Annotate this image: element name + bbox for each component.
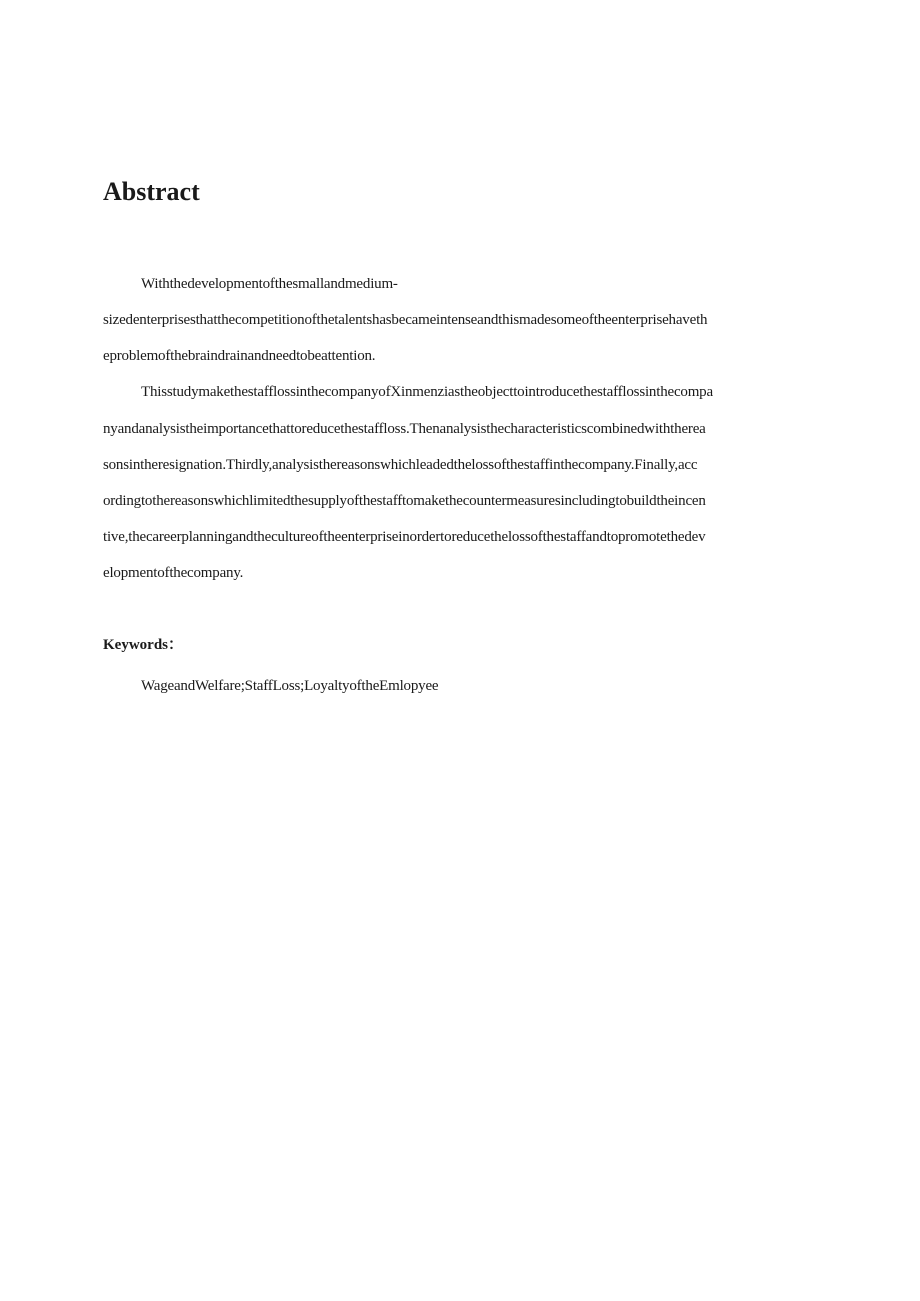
paragraph-2-line-5: tive,thecareerplanningandthecultureoftheenterpriseinordertoreducethelossofthestaffandtopromotethedev bbox=[103, 529, 706, 545]
paragraph-2-line-6: elopmentofthecompany. bbox=[103, 565, 244, 581]
paragraph-1-line-1: Withthedevelopmentofthesmallandmedium- bbox=[141, 276, 398, 292]
paragraph-2-line-2: nyandanalysistheimportancethattoreducethestaffloss.Thenanalysisthecharacteristicscombinedwiththerea bbox=[103, 421, 706, 437]
paragraph-1-line-3: eproblemofthebraindrainandneedtobeattention. bbox=[103, 348, 376, 364]
paragraph-1-line-2: sizedenterprisesthatthecompetitionofthetalentshasbecameintenseandthismadesomeoftheenterprisehaveth bbox=[103, 312, 708, 328]
keywords-text: WageandWelfare;StaffLoss;LoyaltyoftheEmlopyee bbox=[141, 678, 439, 694]
abstract-title: Abstract bbox=[103, 177, 200, 206]
paragraph-2-line-1: ThisstudymakethestafflossinthecompanyofXinmenziastheobjecttointroducethestafflossinthecompa bbox=[141, 384, 713, 400]
paragraph-2-line-3: sonsintheresignation.Thirdly,analysisthereasonswhichleadedthelossofthestaffinthecompany.Finally,acc bbox=[103, 457, 698, 473]
keywords-heading: Keywords： bbox=[103, 637, 183, 653]
paragraph-2-line-4: ordingtothereasonswhichlimitedthesupplyofthestafftomakethecountermeasuresincludingtobuildtheincen bbox=[103, 493, 706, 509]
